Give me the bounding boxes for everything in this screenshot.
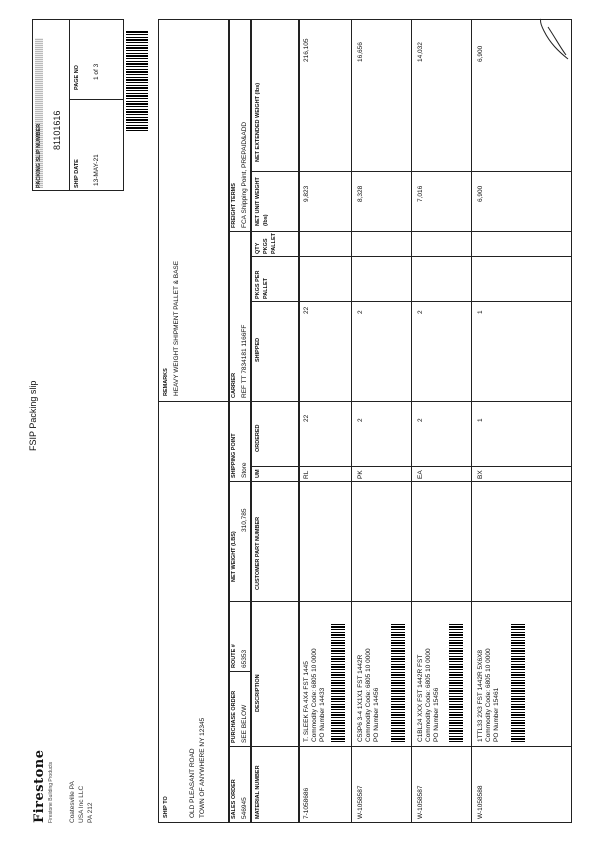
unit-of-measure: BX [477,470,484,479]
shipped-qty: 2 [417,310,424,314]
rotated-packing-slip [18,11,578,831]
company-address [68,653,95,823]
ship-to-label: SHIP TO [163,796,169,818]
column-header: ORDERED [255,424,261,452]
freight-terms-value: FCA Shipping Point, PREPAID&ADD [241,121,248,228]
company-block [32,653,95,823]
packing-slip-number-box [32,19,124,191]
column-header: MATERIAL NUMBER [255,765,261,819]
material-number: W-1058587 [357,785,364,819]
packing-slip-number-label: PACKING SLIP NUMBER [35,38,43,188]
ordered-qty: 1 [477,418,484,422]
description [477,604,501,742]
row-barcode [511,622,525,742]
ship-date: 13-MAY-21 [93,154,100,186]
ship-date-label: SHIP DATE [74,159,80,188]
table-body [298,19,572,823]
description-line: PO Number 14433 [319,687,326,742]
column-header: DESCRIPTION [255,674,261,712]
net-weight-value: 310,785 [241,508,248,532]
material-number: W-1058588 [477,785,484,819]
ordered-qty: 2 [417,418,424,422]
signature-scribble [538,17,572,61]
net-unit-weight: 7,016 [417,185,424,202]
address-line: PA 212 [87,802,94,823]
table-header [250,19,300,823]
net-weight-label: NET WEIGHT (LBS) [231,531,237,582]
description [417,604,441,742]
description [303,604,327,742]
unit-of-measure: EA [417,470,424,479]
row-barcode [449,622,463,742]
row-barcode [331,622,345,742]
purchase-order-label: PURCHASE ORDER [231,690,237,743]
material-number: W-1058587 [417,785,424,819]
route-label: ROUTE # [231,644,237,668]
column-header: UM [255,469,261,478]
column-header: CUSTOMER PART NUMBER [255,516,261,590]
page-label: PAGE NO [74,65,80,90]
description-line: PO Number 15461 [493,687,500,742]
net-unit-weight: 8,328 [357,185,364,202]
company-logo: Firestone [32,749,47,823]
ship-to-line: OLD PLEASANT ROAD [189,748,196,818]
remarks-label: REMARKS [163,368,169,396]
material-number: 7-1058686 [303,787,310,819]
description-line: C53P6 3-4 1X1X1 FST 1442R [357,654,364,742]
page-number: 1 of 3 [93,63,100,80]
sales-order-value: 546945 [241,797,248,819]
shipped-qty: 22 [303,306,310,314]
remarks-text: HEAVY WEIGHT SHIPMENT PALLET & BASE [173,260,180,396]
description-line: PO Number 14456 [373,687,380,742]
net-extended-weight: 16,656 [357,42,364,62]
column-header: NET UNIT WEIGHT (lbs) [255,177,269,226]
description-line: T. SLEEK FA 4X4 FST 1445 [303,661,310,742]
packing-slip-number: 81101616 [52,110,62,150]
shipped-qty: 1 [477,310,484,314]
unit-of-measure: RL [303,470,310,479]
description-line: C1BL24 XXX FST 1442R FST [417,654,424,742]
description-line: 1TTL33 2X3 FST 1442R 5X6X8 [477,649,484,742]
ship-remarks-box [158,19,230,823]
shipped-qty: 2 [357,310,364,314]
description-line: Commodity Code: 6805 10 0000 [365,648,372,742]
row-barcode [391,622,405,742]
description-line: Commodity Code: 6805 10 0000 [311,648,318,742]
net-unit-weight: 6,900 [477,185,484,202]
document-title: FSIP Packing slip [28,380,38,451]
shipping-point-value: Store [241,462,248,478]
column-header: PKGS PER PALLET [255,270,269,299]
column-header: SHIPPED [255,337,261,362]
column-header: NET EXTENDED WEIGHT (lbs) [255,82,261,162]
carrier-label: CARRIER [231,372,237,398]
slip-barcode [126,31,148,131]
sales-order-label: SALES ORDER [231,779,237,819]
shipping-point-label: SHIPPING POINT [231,433,237,478]
freight-terms-label: FREIGHT TERMS [231,183,237,228]
order-row [228,19,252,823]
carrier-value: REF TT 7834181 1166FF [241,324,248,398]
description-line: Commodity Code: 6805 10 0000 [485,648,492,742]
net-extended-weight: 216,105 [303,38,310,62]
purchase-order-value: SEE BELOW [241,704,248,743]
ordered-qty: 2 [357,418,364,422]
address-line: USA Inc LLC [78,785,85,823]
description-line: Commodity Code: 6805 10 0000 [425,648,432,742]
net-unit-weight: 9,823 [303,185,310,202]
address-line: Coatesville PA [69,781,76,823]
ordered-qty: 22 [303,414,310,422]
net-extended-weight: 6,900 [477,45,484,62]
description [357,604,381,742]
net-extended-weight: 14,032 [417,42,424,62]
route-value: 65353 [241,649,248,668]
description-line: PO Number 15456 [433,687,440,742]
ship-to-line: TOWN OF ANYWHERE NY 12345 [199,717,206,818]
column-header: QTY PKGS PALLET [255,233,277,254]
unit-of-measure: PK [357,470,364,479]
company-tagline: Firestone Building Products [48,761,54,823]
